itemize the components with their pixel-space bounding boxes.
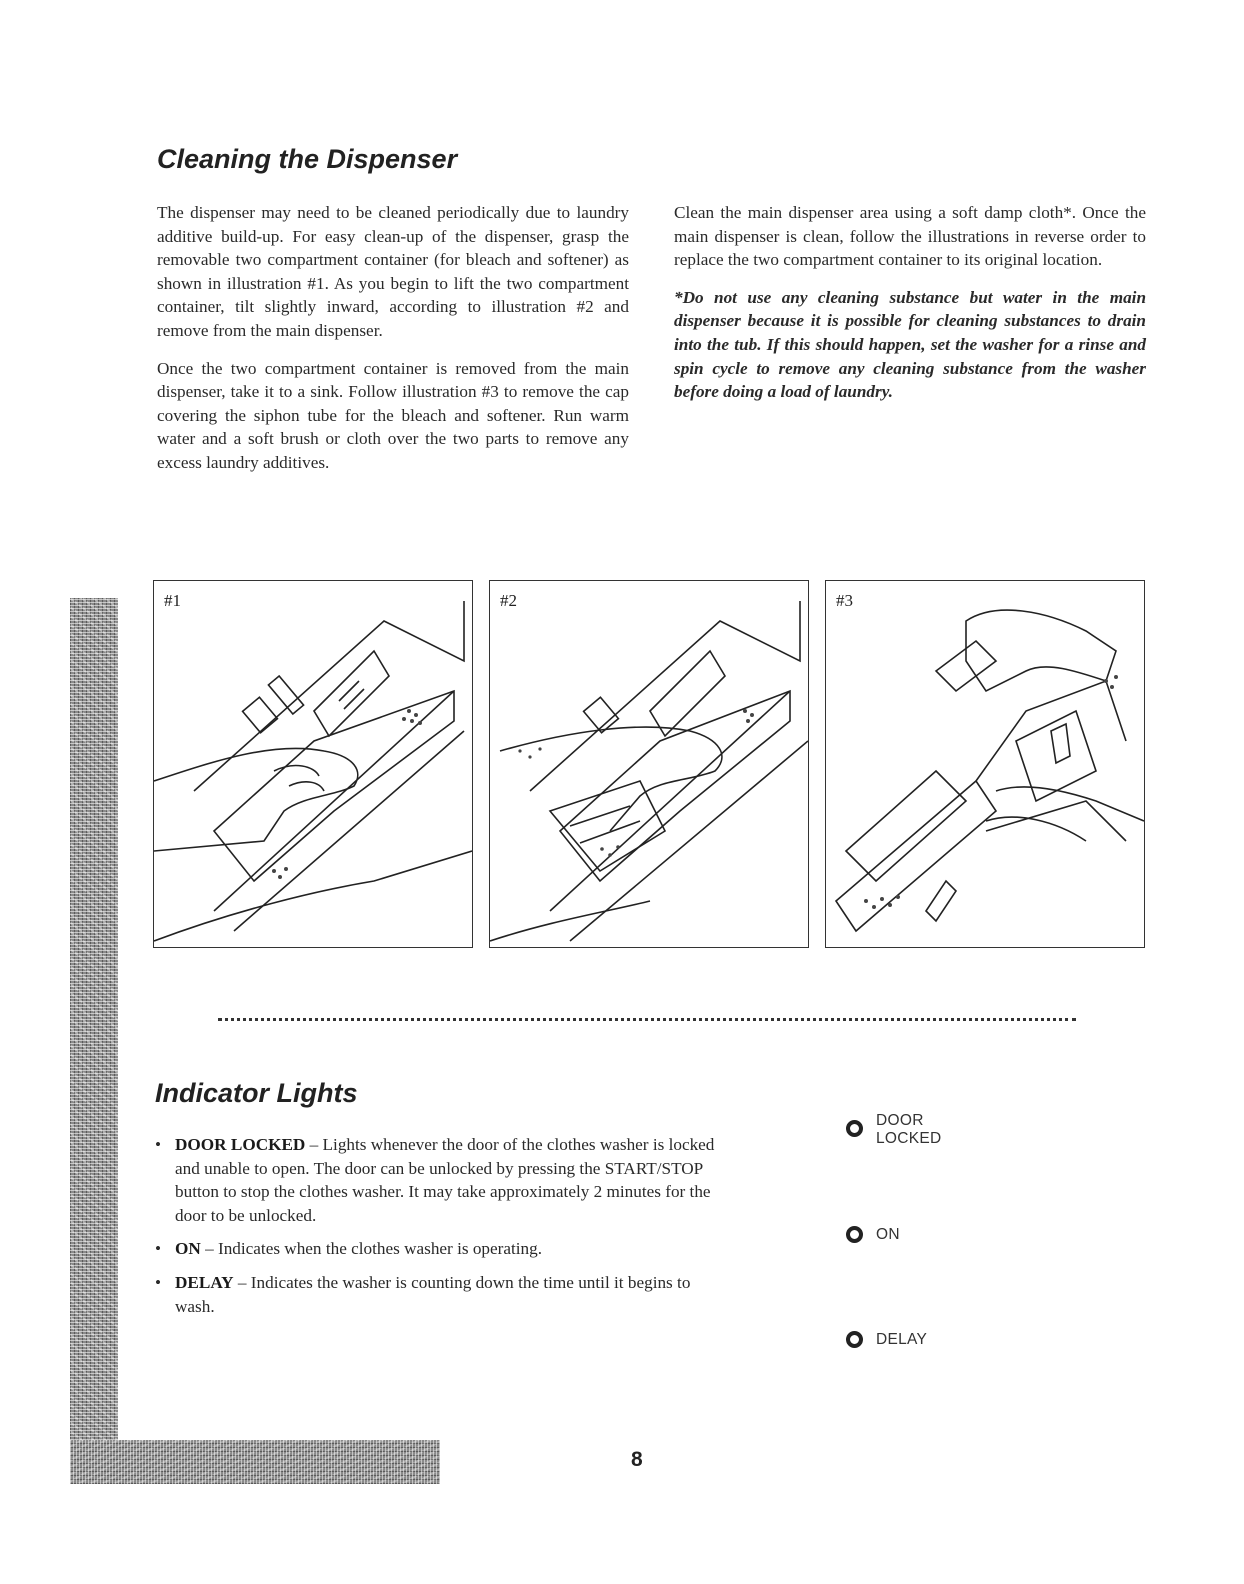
light-label: DELAY bbox=[876, 1331, 928, 1348]
indicator-text: Indicates the washer is counting down the time until it begins to wash. bbox=[175, 1272, 691, 1316]
illustration-1-drawing bbox=[154, 581, 472, 947]
illustration-1-label: #1 bbox=[164, 591, 181, 610]
indicator-term: DELAY bbox=[175, 1272, 234, 1292]
light-door-locked bbox=[846, 1112, 942, 1148]
bullet-icon: • bbox=[155, 1135, 162, 1154]
indicator-item-delay: • DELAY – Indicates the washer is counting down the time until it begins to wash. bbox=[155, 1272, 691, 1316]
indicator-text: Indicates when the clothes washer is operating. bbox=[217, 1239, 543, 1259]
indicator-item-door-locked: • DOOR LOCKED – Lights whenever the door of the clothes washer is locked and unable to open. The door can be unlocked by pressing the START/STOP button to stop the clothes washer. It may take approximately 2 minutes for the door to be unlocked. bbox=[155, 1135, 715, 1225]
indicator-lamp-icon bbox=[846, 1120, 863, 1137]
cleaning-paragraph-3: Clean the main dispenser area using a soft damp cloth*. Once the main dispenser is clean, follow the illustrations in reverse order to replace the two compartment container to its original location. bbox=[674, 203, 1146, 270]
indicator-term: ON bbox=[175, 1239, 201, 1259]
cleaning-paragraph-2: Once the two compartment container is removed from the main dispenser, take it to a sink. Follow illustration #3 to remove the cap covering the siphon tube for the bleach and softener. Run warm water and a soft brush or cloth over the two parts to remove any excess laundry additives. bbox=[157, 358, 629, 472]
halftone-sidebar bbox=[70, 598, 118, 1476]
indicator-lamp-icon bbox=[846, 1226, 863, 1243]
indicator-item-on: • ON – Indicates when the clothes washer is operating. bbox=[155, 1237, 721, 1261]
cleaning-left-column bbox=[157, 201, 629, 489]
illustration-2-label: #2 bbox=[500, 591, 517, 610]
indicator-lamp-icon bbox=[846, 1331, 863, 1348]
illustration-2 bbox=[489, 580, 809, 948]
indicator-text: Lights whenever the door of the clothes washer is locked and unable to open. The door can be unlocked by pressing the START/STOP button to stop the clothes washer. It may take approximately 2 minutes for the door to be unlocked. bbox=[175, 1135, 715, 1225]
section-title-indicator-lights: Indicator Lights bbox=[155, 1078, 358, 1108]
indicator-term: DOOR LOCKED bbox=[175, 1135, 306, 1154]
illustration-3-label: #3 bbox=[836, 591, 853, 610]
illustration-3-drawing bbox=[826, 581, 1144, 947]
light-label: DOOR LOCKED bbox=[876, 1112, 942, 1147]
cleaning-paragraph-1: The dispenser may need to be cleaned periodically due to laundry additive build-up. For easy clean-up of the dispenser, grasp the removable two compartment container (for bleach and softener) as shown in illustration #1. As you begin to lift the two compartment container, tilt slightly inward, according to illustration #2 and remove from the main dispenser. bbox=[157, 203, 629, 340]
illustration-1 bbox=[153, 580, 473, 948]
cleaning-right-column bbox=[674, 201, 1146, 418]
cleaning-caution-note: *Do not use any cleaning substance but water in the main dispenser because it is possible for cleaning substances to drain into the tub. If this should happen, set the washer for a rinse and spin cycle to remove any cleaning substance from the washer before doing a load of laundry. bbox=[674, 287, 1146, 402]
section-title-cleaning: Cleaning the Dispenser bbox=[157, 144, 458, 174]
illustration-3 bbox=[825, 580, 1145, 948]
indicator-descriptions bbox=[155, 1133, 721, 1328]
light-delay bbox=[846, 1331, 927, 1349]
bullet-icon: • bbox=[155, 1272, 162, 1292]
page-number: 8 bbox=[631, 1448, 643, 1471]
light-on bbox=[846, 1226, 900, 1244]
bullet-icon: • bbox=[155, 1239, 162, 1259]
illustration-2-drawing bbox=[490, 581, 808, 947]
light-label: ON bbox=[876, 1226, 900, 1243]
section-divider bbox=[218, 1018, 1076, 1021]
halftone-bottom-bar bbox=[70, 1440, 440, 1484]
